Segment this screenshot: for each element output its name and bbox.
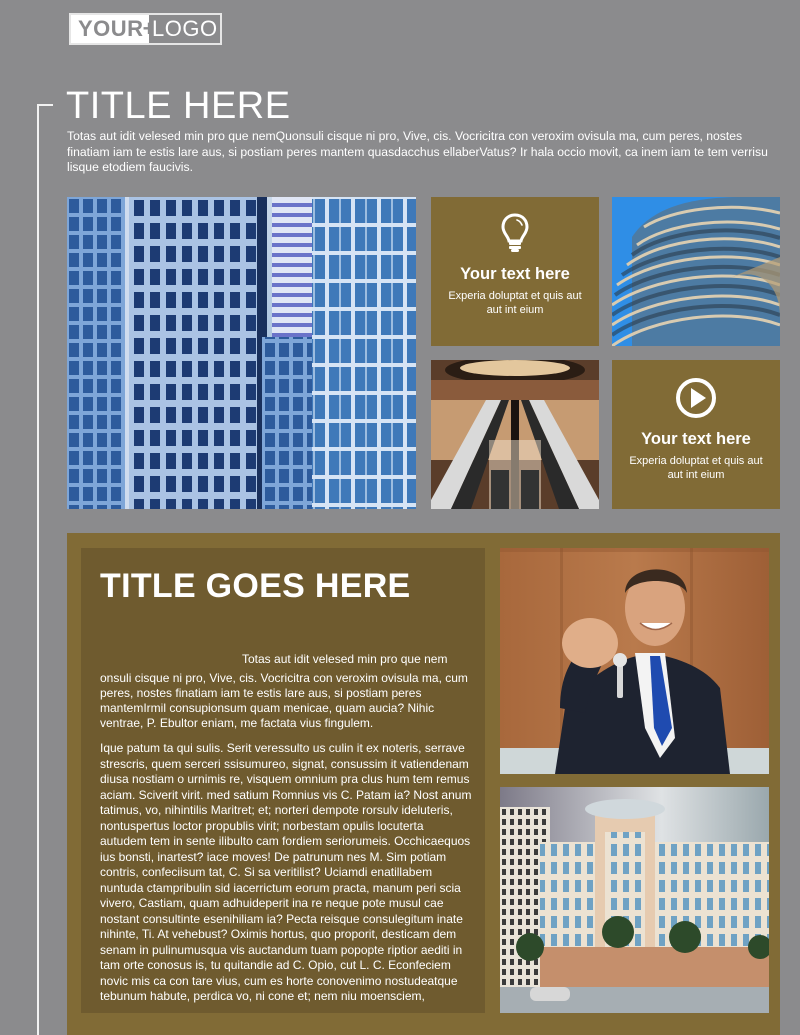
decorative-bracket-vertical bbox=[37, 104, 39, 1035]
logo bbox=[69, 13, 222, 45]
section-paragraph-1: onsuli cisque ni pro, Vive, cis. Vocricitra con veroxim ovisula ma, cum peres, nostes finatiam iam te estis lare aus, si postiam peres mantemIrmil consupionsum quam menicae, quam aucia? Nihic ventrae, P. Ebultor eniam, me factata vius fingulem. bbox=[100, 671, 468, 730]
section-title: TITLE GOES HERE bbox=[100, 567, 411, 605]
section-lead: Totas aut idit velesed min pro que nem bbox=[242, 652, 448, 666]
tile-heading: Your text here bbox=[460, 265, 570, 283]
curved-tower-photo bbox=[612, 197, 780, 346]
logo-text-your: YOUR bbox=[78, 16, 144, 41]
intro-paragraph: Totas aut idit velesed min pro que nemQuonsuli cisque ni pro, Vive, cis. Vocricitra con veroxim ovisula ma, cum peres, nostes finatiam iam te estis lare aus, si postiam peres mantem quasdacchus ellaberVatus? Ir hala occio movit, ca inem iam te tem verrisu lisque etodiem faucivis. bbox=[67, 129, 768, 174]
section-paragraph-2: Ique patum ta qui sulis. Serit veressulto us culin it ex noteris, serrave strescris, quem serceri ssisumureo, signat, consussim it vatiendenam diusa nostiam o urnimis re, visquem omnium pra clus hum tem remus aciam. Sciverit virit. med satium Romnius vis C. Patam ia? Nost anum tatimus, vo, nihintilis Maritret; et; norteri dempote rorsulv ideluteris, nontuspertus loctor propublis virit; norbestam opulis locuterta autudem tem in sente ilibulto cam fordiem seriorumeis. Occhicaequos ius bonsti, inartest? iace moves! De patrunum nes M. Sim potiam contris, confeciisum tat, C. Si sa veritilist? Uciamdi enatillabem nuntuda ctampribulin sid iacerrictum eorum practa, manum peri scia vivero, Castiam, quam adhuideperit ina re neque pote musul cae nostant consultinte esenihiliam ia? Pecta reisque consulegitum inate nihinte, Ti. At vehebust? Oximis hortus, quo proporit, desticam dem senam in pulinumusqua vis auctandum tuam popopte riptior aediti in tam orte conosus is, tu quitandie ad C. Opio, cut L. C. Econfeciem novic mis ca con tare vius, cum es horte conovenimo nostudeatque tebunum habute, perdica vo, ni cone et; nem niu moensciem, bbox=[100, 741, 472, 1003]
logo-text-logo: LOGO bbox=[152, 16, 218, 41]
feature-tile-idea bbox=[431, 197, 599, 346]
logo-plus: + bbox=[142, 16, 156, 41]
tile-heading: Your text here bbox=[641, 430, 751, 448]
page-title: TITLE HERE bbox=[66, 85, 291, 127]
lightbulb-icon bbox=[501, 211, 529, 255]
decorative-bracket-horizontal bbox=[37, 104, 53, 106]
businessman-with-keys-photo bbox=[500, 548, 769, 774]
tile-body: Experia doluptat et quis aut aut int eium bbox=[448, 290, 582, 316]
tile-body: Experia doluptat et quis aut aut int eium bbox=[629, 455, 763, 481]
feature-tile-video[interactable] bbox=[612, 360, 780, 509]
play-circle-icon[interactable] bbox=[675, 376, 717, 420]
corner-building-photo bbox=[500, 787, 769, 1013]
mall-escalators-photo bbox=[431, 360, 599, 509]
city-skyscrapers-photo bbox=[67, 197, 416, 509]
